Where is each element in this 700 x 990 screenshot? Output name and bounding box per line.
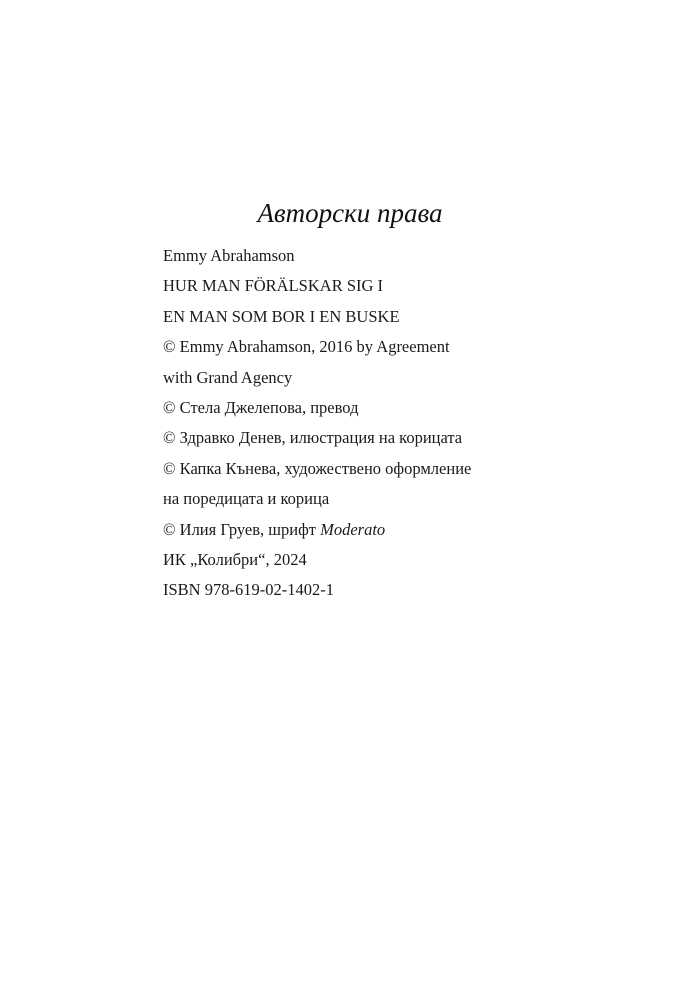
translator-copyright: © Стела Джелепова, превод [163,398,359,418]
author-copyright-line-1: © Emmy Abrahamson, 2016 by Agreement [163,337,450,357]
isbn-line: ISBN 978-619-02-1402-1 [163,580,334,600]
author-copyright-line-2: with Grand Agency [163,367,293,387]
page-title: Авторски права [257,198,443,228]
font-copyright [163,515,603,545]
original-title-line-1: HUR MAN FÖRÄLSKAR SIG I [163,276,384,296]
design-copyright-line-1: © Капка Кънева, художествено оформление [163,458,472,478]
original-title-line-2: EN MAN SOM BOR I EN BUSKE [163,306,400,326]
cover-illustration-copyright: © Здравко Денев, илюстрация на корицата [163,428,463,448]
font-copyright-prefix: © Илия Груев, шрифт [163,519,321,539]
design-copyright-line-2: на поредицата и корица [163,489,330,509]
publisher-line: ИК „Колибри“, 2024 [163,550,307,570]
copyright-lines [163,241,603,606]
font-name: Moderato [320,519,386,539]
author-name: Emmy Abrahamson [163,246,295,265]
